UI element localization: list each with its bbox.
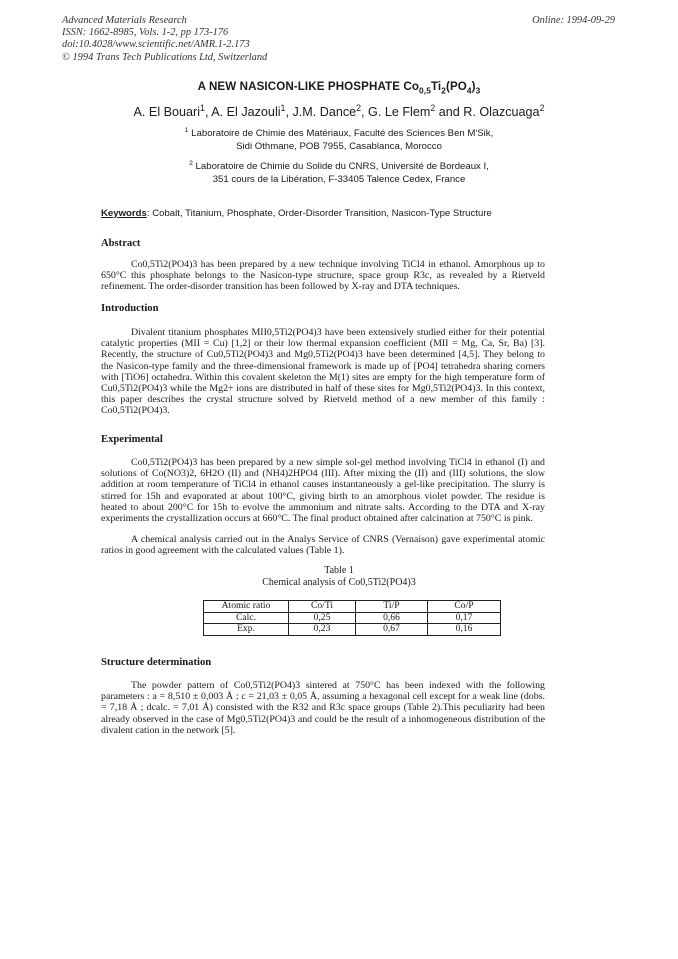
table-header-cell: Atomic ratio bbox=[204, 601, 289, 613]
structure-heading: Structure determination bbox=[101, 657, 212, 668]
table-header-row bbox=[204, 601, 501, 613]
keywords-label: Keywords bbox=[101, 208, 147, 219]
keywords-line bbox=[101, 208, 492, 219]
table-cell: 0,17 bbox=[428, 612, 501, 624]
affiliation-2: $^2$ Laboratoire de Chimie du Solide du CNRS, Université de Bordeaux I, 351 cours de la Libération, F-33405 Talence Cedex, France bbox=[189, 159, 489, 186]
experimental-text-2: A chemical analysis carried out in the Analys Service of CNRS (Vernaison) gave experimental atomic ratios in good agreement with the calculated values (Table 1). bbox=[101, 534, 545, 557]
table-title: Chemical analysis of Co0,5Ti2(PO4)3 bbox=[262, 576, 416, 588]
journal-name: Advanced Materials Research bbox=[62, 15, 187, 26]
issn-line: ISSN: 1662-8985, Vols. 1-2, pp 173-176 bbox=[62, 27, 229, 39]
table-header-cell: Ti/P bbox=[356, 601, 428, 613]
introduction-text: Divalent titanium phosphates MII0,5Ti2(PO4)3 have been extensively studied either for their potential catalytic properties (MII = Cu) [1,2] or their low thermal expansion coefficient (MII = Mg, Ca, Sr, Ba) [3]. Recently, the structure of Cu0,5Ti2(PO4)3 and Mg0,5Ti2(PO4)3 have been determined [4,5]. They belong to the Nasicon-type family and the three-dimensional framework is made up of [PO4] tetrahedra sharing corners with [TiO6] octahedra. Within this covalent skeleton the M(1) sites are empty for the high temperature form of Cu0,5Ti2(PO4)3 while the Mg2+ ions are distributed in half of these sites for Mg0,5Ti2(PO4)3. In this context, this paper describes the crystal structure solved by Rietveld method of a new member of this family : Co0,5Ti2(PO4)3. bbox=[101, 327, 545, 417]
abstract-heading: Abstract bbox=[101, 238, 141, 249]
experimental-text-1: Co0,5Ti2(PO4)3 has been prepared by a new simple sol-gel method involving TiCl4 in ethanol (I) and solutions of Co(NO3)2, 6H2O (II) and (NH4)2HPO4 (III). After mixing the (II) and (III) solutions, the slow addition at room temperature of TiCl4 in ethanol causes instantaneously a gel-like precipitation. The slurry is stirred for 15h and evaporated at about 100°C, giving birth to an amorphous violet powder. The residue is heated to about 200°C for 15h to evolve the ammonium and nitrate salts. According to the DTA and X-ray experiments the crystallization occurs at 660°C. The final product obtained after calcination at 750°C is pink. bbox=[101, 457, 545, 525]
experimental-heading: Experimental bbox=[101, 434, 163, 445]
table-cell: 0,23 bbox=[289, 624, 356, 636]
introduction-heading: Introduction bbox=[101, 303, 159, 314]
publication-meta bbox=[62, 15, 267, 64]
keywords-text: : Cobalt, Titanium, Phosphate, Order-Disorder Transition, Nasicon-Type Structure bbox=[146, 208, 492, 219]
copyright-line: © 1994 Trans Tech Publications Ltd, Switzerland bbox=[62, 51, 268, 63]
chemical-analysis-table bbox=[203, 600, 501, 636]
table-header-cell: Co/P bbox=[428, 601, 501, 613]
table-cell: 0,66 bbox=[356, 612, 428, 624]
table-row bbox=[204, 624, 501, 636]
online-date: Online: 1994-09-29 bbox=[532, 15, 615, 26]
table-cell: 0,25 bbox=[289, 612, 356, 624]
table-cell: 0,16 bbox=[428, 624, 501, 636]
affiliation-1: $^1$ Laboratoire de Chimie des Matériaux, Faculté des Sciences Ben M'Sik, Sidi Othmane, POB 7955, Casablanca, Morocco bbox=[184, 126, 494, 153]
table-cell: Calc. bbox=[204, 612, 289, 624]
author-list: A. El Bouari$^1$, A. El Jazouli$^1$, J.M. Dance$^2$, G. Le Flem$^2$ and R. Olazcuaga$^2$ bbox=[133, 102, 545, 119]
table-caption bbox=[0, 565, 678, 588]
table-cell: 0,67 bbox=[356, 624, 428, 636]
doi-line: doi:10.4028/www.scientific.net/AMR.1-2.173 bbox=[62, 39, 250, 51]
table-cell: Exp. bbox=[204, 624, 289, 636]
abstract-text: Co0,5Ti2(PO4)3 has been prepared by a new technique involving TiCl4 in ethanol. Amorphous up to 650°C this phosphate belongs to the Nasicon-type structure, space group R3c, as revealed by a Rietveld refinement. The order-disorder transition has been followed by X-ray and DTA techniques. bbox=[101, 259, 545, 293]
paper-title: A NEW NASICON-LIKE PHOSPHATE $Co_{0,5}Ti_2(PO_4)_3$ bbox=[197, 80, 481, 96]
table-header-cell: Co/Ti bbox=[289, 601, 356, 613]
structure-text: The powder pattern of Co0,5Ti2(PO4)3 sintered at 750°C has been indexed with the following parameters : a = 8,510 ± 0,003 Å ; c = 21,03 ± 0,05 Å, assuming a hexagonal cell except for a weak line (dobs. = 7,18 Å ; dcalc. = 7,01 Å) consisted with the R32 and R3c space groups (Table 2).This peculiarity had been already observed in the case of Mg0,5Ti2(PO4)3 and could be the result of a inhomogeneous distribution of the divalent cation in the network [5]. bbox=[101, 680, 545, 736]
table-number: Table 1 bbox=[324, 565, 354, 576]
table-row bbox=[204, 612, 501, 624]
